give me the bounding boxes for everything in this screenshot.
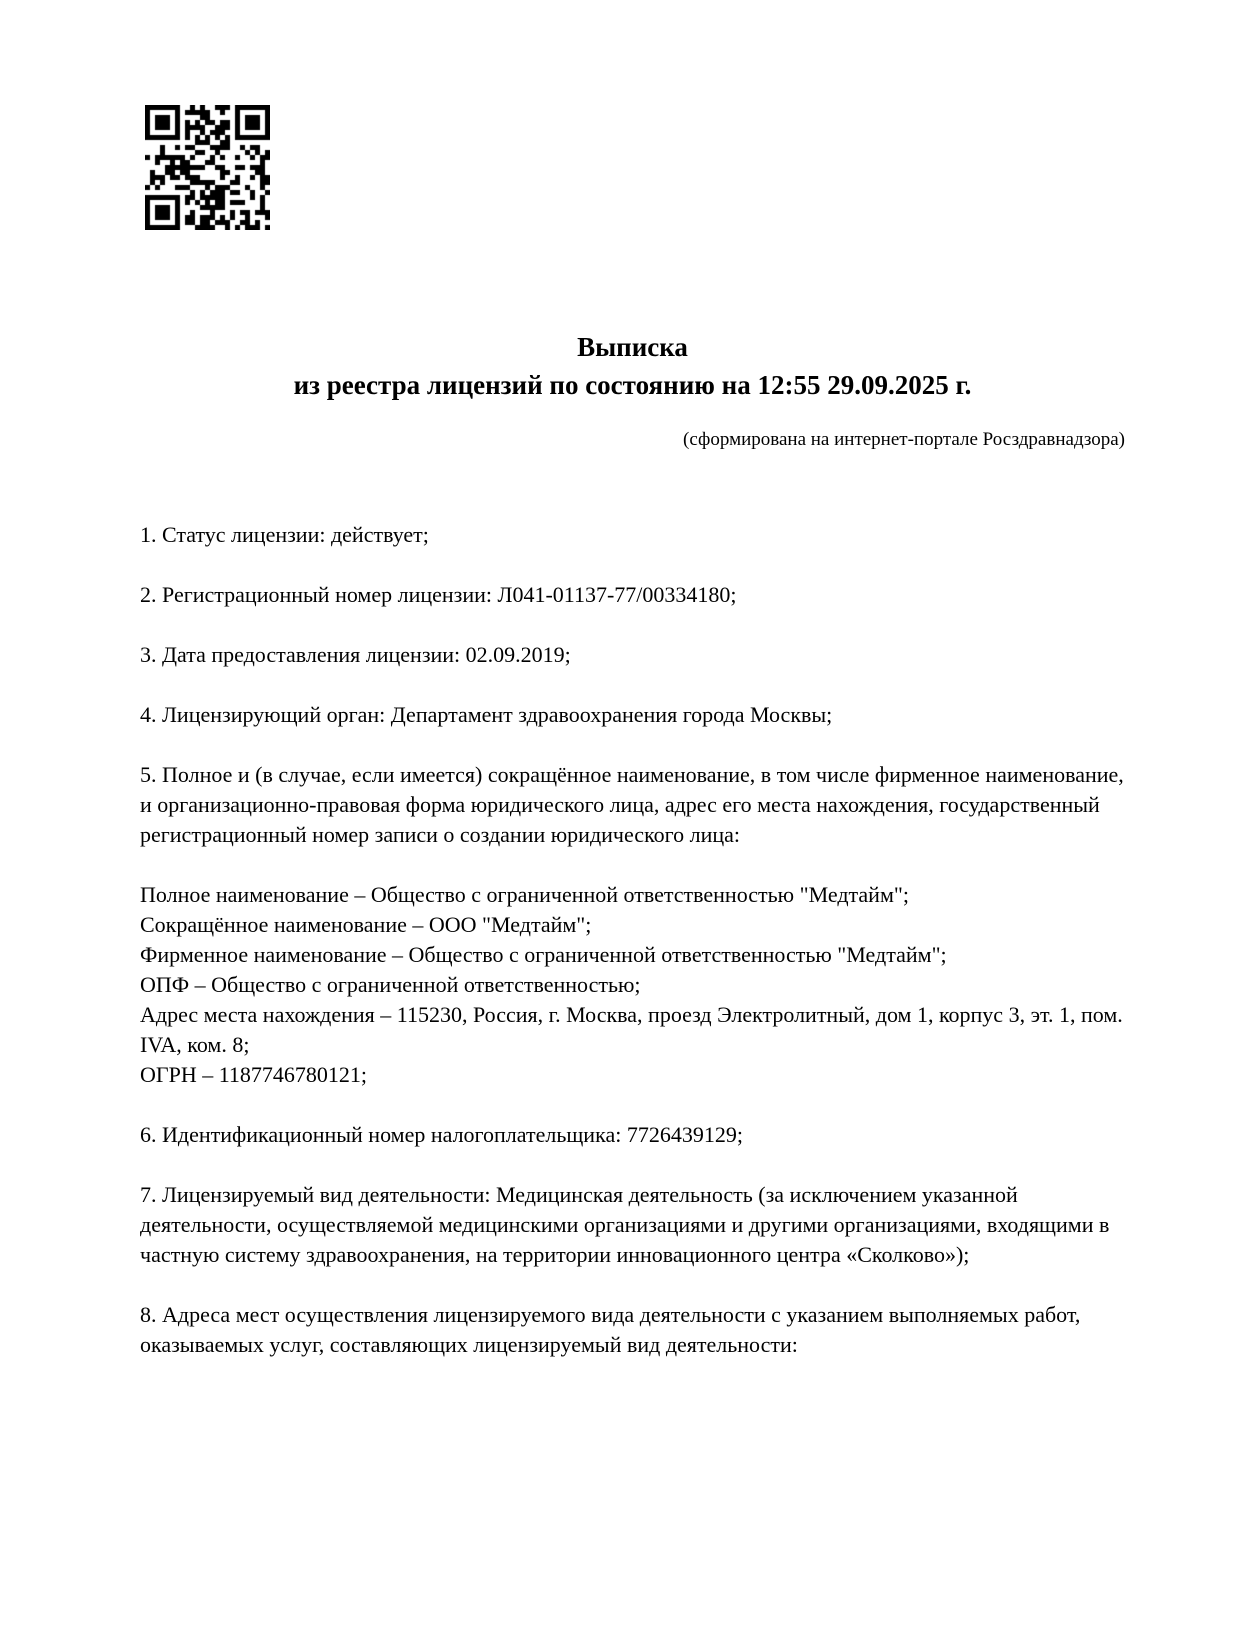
paragraph-licensing-authority: 4. Лицензирующий орган: Департамент здравоохранения города Москвы; — [140, 702, 833, 727]
paragraph-inn: 6. Идентификационный номер налогоплательщика: 7726439129; — [140, 1122, 743, 1147]
organization-details — [140, 880, 1125, 1090]
document-title — [140, 328, 1125, 404]
detail-address: Адрес места нахождения – 115230, Россия, г. Москва, проезд Электролитный, дом 1, корпус 3, эт. 1, пом. IVA, ком. 8; — [140, 1002, 1123, 1057]
paragraph-grant-date: 3. Дата предоставления лицензии: 02.09.2019; — [140, 642, 571, 667]
detail-ogrn: ОГРН – 1187746780121; — [140, 1062, 368, 1087]
detail-full-name: Полное наименование – Общество с ограниченной ответственностью "Медтайм"; — [140, 882, 909, 907]
document-subtitle: (сформирована на интернет-портале Росздравнадзора) — [683, 429, 1125, 450]
qr-code-canvas — [145, 105, 270, 230]
paragraph-licensed-activity: 7. Лицензируемый вид деятельности: Медицинская деятельность (за исключением указанной деятельности, осуществляемой медицинскими организациями и другими организациями, входящими в частную систему здравоохранения, на территории инновационного центра «Сколково»); — [140, 1182, 1110, 1267]
detail-brand-name: Фирменное наименование – Общество с ограниченной ответственностью "Медтайм"; — [140, 942, 947, 967]
document-title-line2: из реестра лицензий по состоянию на 12:55 29.09.2025 г. — [293, 370, 972, 400]
qr-code-icon — [145, 105, 270, 230]
detail-short-name: Сокращённое наименование – ООО "Медтайм"; — [140, 912, 592, 937]
detail-opf: ОПФ – Общество с ограниченной ответственностью; — [140, 972, 641, 997]
document-title-line1: Выписка — [577, 332, 688, 362]
paragraph-registration-number: 2. Регистрационный номер лицензии: Л041-01137-77/00334180; — [140, 582, 737, 607]
document-body — [140, 520, 1125, 1390]
paragraph-addresses-intro: 8. Адреса мест осуществления лицензируемого вида деятельности с указанием выполняемых работ, оказываемых услуг, составляющих лицензируемый вид деятельности: — [140, 1302, 1081, 1357]
paragraph-names-intro: 5. Полное и (в случае, если имеется) сокращённое наименование, в том числе фирменное наименование, и организационно-правовая форма юридического лица, адрес его места нахождения, государственный регистрационный номер записи о создании юридического лица: — [140, 762, 1124, 847]
paragraph-license-status: 1. Статус лицензии: действует; — [140, 522, 429, 547]
